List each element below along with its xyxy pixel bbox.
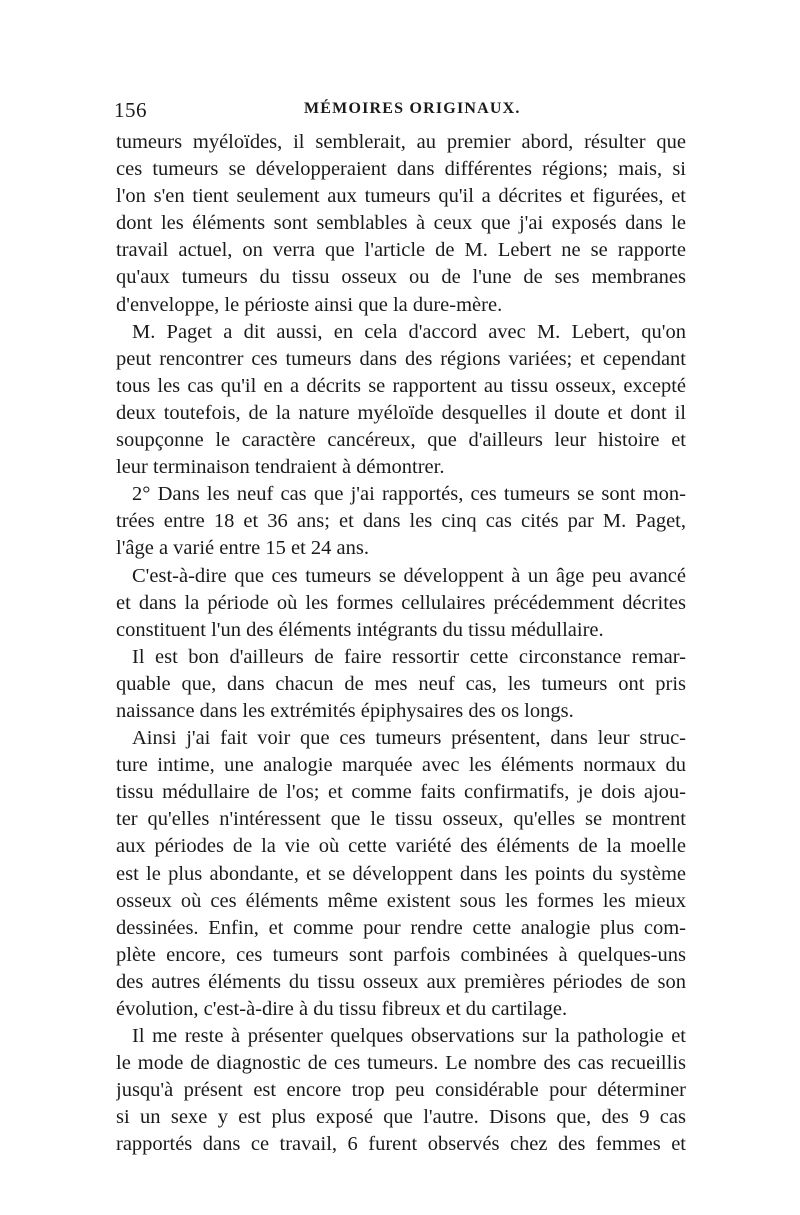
text-line: l'on s'en tient seulement aux tumeurs qu'il a décrites et figurées, et [116,185,686,208]
text-line: ter qu'elles n'intéressent que le tissu osseux, qu'elles se montrent [116,808,686,831]
text-line: leur terminaison tendraient à démontrer. [116,456,445,479]
text-line: C'est-à-dire que ces tumeurs se développent à un âge peu avancé [132,564,686,587]
page-number: 156 [114,98,147,122]
body-text [116,129,686,1159]
text-line: Il est bon d'ailleurs de faire ressortir cette circonstance remar- [132,645,686,668]
text-line: naissance dans les extrémités épiphysaires des os longs. [116,699,574,722]
text-line: et dans la période où les formes cellulaires précédemment décrites [116,591,686,614]
text-line: le mode de diagnostic de ces tumeurs. Le nombre des cas recueillis [116,1052,686,1075]
text-line: d'enveloppe, le périoste ainsi que la dure-mère. [116,293,503,316]
text-line: qu'aux tumeurs du tissu osseux ou de l'une de ses membranes [116,266,686,289]
text-line: tissu médullaire de l'os; et comme faits confirmatifs, je dois ajou- [116,781,686,804]
text-line: des autres éléments du tissu osseux aux premières périodes de son [116,970,686,993]
text-line: tous les cas qu'il en a décrits se rapportent au tissu osseux, excepté [116,374,686,397]
text-line: dont les éléments sont semblables à ceux que j'ai exposés dans le [116,212,686,235]
text-line: peut rencontrer ces tumeurs dans des régions variées; et cependant [116,347,686,370]
running-title: MÉMOIRES ORIGINAUX. [304,100,521,117]
text-line: dessinées. Enfin, et comme pour rendre cette analogie plus com- [116,916,686,939]
text-line: aux périodes de la vie où cette variété des éléments de la moelle [116,835,686,858]
text-line: Il me reste à présenter quelques observations sur la pathologie et [132,1025,686,1048]
text-line: trées entre 18 et 36 ans; et dans les cinq cas cités par M. Paget, [116,510,686,533]
text-line: osseux où ces éléments même existent sous les formes les mieux [116,889,686,912]
text-line: 2° Dans les neuf cas que j'ai rapportés, ces tumeurs se sont mon- [132,483,686,506]
text-line: l'âge a varié entre 15 et 24 ans. [116,537,369,560]
text-line: si un sexe y est plus exposé que l'autre. Disons que, des 9 cas [116,1106,686,1129]
text-line: évolution, c'est-à-dire à du tissu fibreux et du cartilage. [116,998,568,1020]
text-line: constituent l'un des éléments intégrants du tissu médullaire. [116,618,604,641]
text-line: jusqu'à présent est encore trop peu considérable pour déterminer [116,1079,686,1102]
running-head [114,98,686,120]
text-line: quable que, dans chacun de mes neuf cas, les tumeurs ont pris [116,672,686,695]
text-line: rapportés dans ce travail, 6 furent observés chez des femmes et [116,1133,686,1156]
text-line: travail actuel, on verra que l'article de M. Lebert ne se rapporte [116,239,686,262]
text-line: deux toutefois, de la nature myéloïde desquelles il doute et dont il [116,401,686,424]
text-line: tumeurs myéloïdes, il semblerait, au premier abord, résulter que [116,131,686,153]
text-line: ces tumeurs se développeraient dans différentes régions; mais, si [116,158,686,181]
text-line: soupçonne le caractère cancéreux, que d'ailleurs leur histoire et [116,429,686,452]
text-line: est le plus abondante, et se développent dans les points du système [116,862,686,885]
text-line: plète encore, ces tumeurs sont parfois combinées à quelques-uns [116,943,686,966]
text-line: ture intime, une analogie marquée avec les éléments normaux du [116,754,686,777]
text-line: M. Paget a dit aussi, en cela d'accord avec M. Lebert, qu'on [132,320,686,343]
text-line: Ainsi j'ai fait voir que ces tumeurs présentent, dans leur struc- [132,727,686,750]
